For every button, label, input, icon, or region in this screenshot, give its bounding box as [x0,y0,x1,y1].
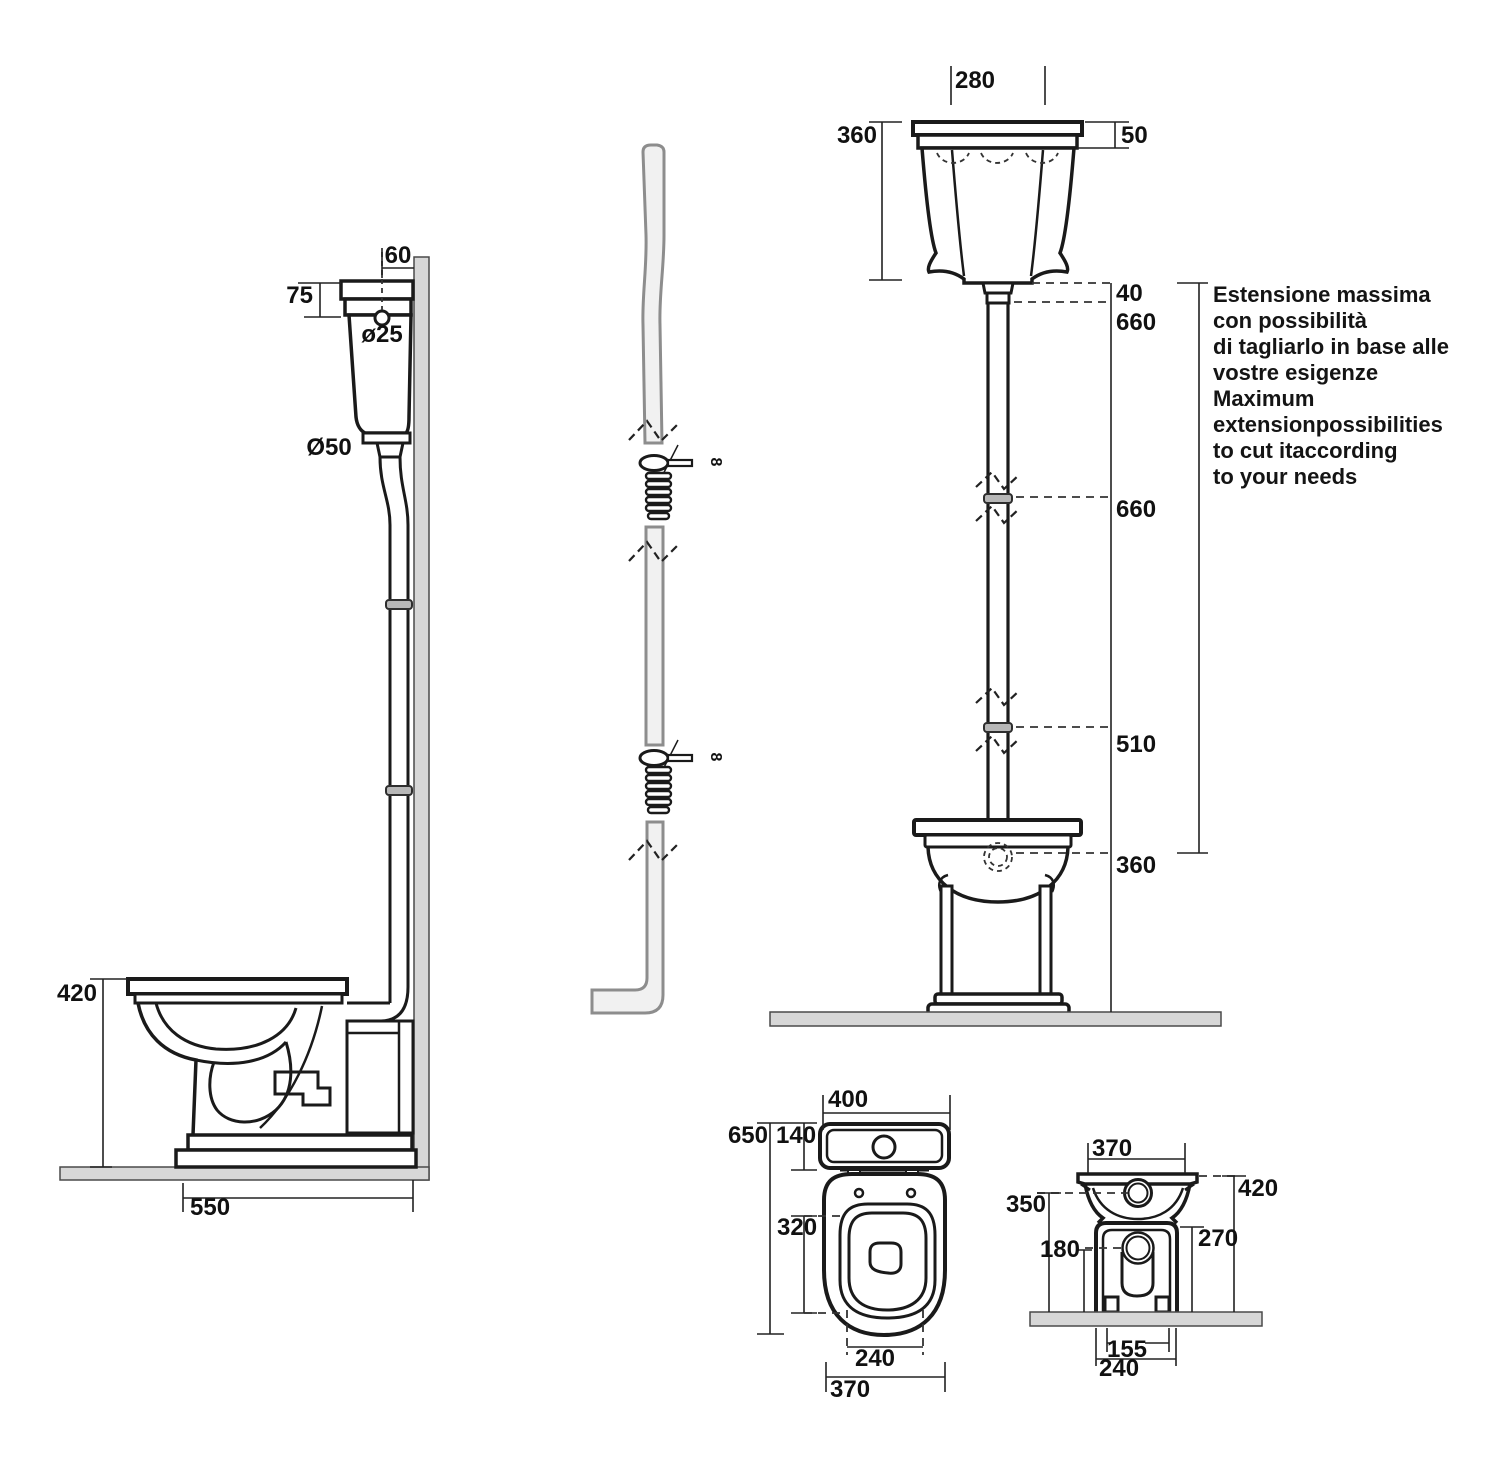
dim-label-screw-bottom: 8 [707,752,724,762]
toilet-side [128,979,416,1167]
dim-label-pipe-diameter: Ø50 [306,434,352,461]
screw-head [640,456,668,471]
cistern-front [913,122,1082,303]
note-line: Maximum [1213,386,1315,411]
barbed-fitting [646,473,671,519]
front-view [770,66,1221,1026]
dim-label-opening-depth: 320 [777,1214,818,1241]
flush-pipe-side [347,457,412,1021]
note-line: di tagliarlo in base alle [1213,334,1449,359]
dim-label-hole-diameter: ø25 [361,321,403,348]
dim-label-ext-low: 510 [1116,731,1157,758]
note-line: to cut itaccording [1213,438,1398,463]
pipe-segment-foot [592,822,663,1013]
floor-section [60,1167,429,1180]
dim-label-ext-top: 660 [1116,309,1157,336]
cistern-plan [820,1124,949,1168]
lid-button-hole [873,1136,895,1158]
pipe-coupling-band [984,494,1012,503]
dim-label-depth: 550 [190,1194,231,1221]
barbed-fitting [646,767,671,813]
fixing-foot [1105,1297,1118,1312]
dim-label-wall-offset: 60 [384,242,412,269]
dim-label-screw-top: 8 [707,457,724,467]
pipe-connector-bottom [640,740,724,813]
dim-label-total-height: 420 [1238,1175,1279,1202]
pipe-coupling-band [984,723,1012,732]
pipe-coupling-band [386,786,412,795]
screw-shaft [668,755,692,761]
dim-label-total-depth: 650 [727,1122,768,1149]
bowl-stand [928,875,1069,1015]
pipe-segment-middle [646,527,663,745]
screw-head [640,751,668,766]
dim-label-plan-tank-width: 400 [828,1086,869,1113]
dim-label-foot-width: 240 [1099,1355,1140,1382]
dim-label-ext-mid: 660 [1116,496,1157,523]
floor-section [770,1012,1221,1026]
dim-label-pedestal-height: 270 [1198,1225,1239,1252]
screw-shaft [668,460,692,466]
dim-label-seat-width: 240 [854,1345,896,1372]
toilet-front [914,820,1081,1015]
note-line: con possibilità [1213,308,1368,333]
dim-label-inlet-height: 360 [1116,852,1157,879]
wall-section [414,257,429,1180]
dim-label-tank-depth: 140 [776,1122,817,1149]
inlet-hole-hidden [989,848,1007,866]
dim-label-inlet-height: 350 [1005,1191,1046,1218]
floor-section [1030,1312,1262,1326]
dim-label-bowl-width: 370 [830,1376,871,1403]
side-view [57,242,429,1221]
pipe-connector-top [640,445,724,519]
dim-label-tank-gap: 40 [1116,280,1143,307]
hinge-hole [907,1189,915,1197]
pedestal-rear [1096,1223,1177,1313]
extension-note [1213,282,1473,490]
dim-label-lid-height: 75 [286,282,313,309]
rear-view [1006,1135,1278,1382]
cistern-side [341,252,413,457]
pipe-coupling-band [386,600,412,609]
pipe-segment-top [643,145,664,443]
dim-label-tank-width: 280 [954,67,996,94]
note-extent-bracket [1177,283,1208,853]
hinge-hole [855,1189,863,1197]
bowl-rear [1078,1174,1197,1223]
dim-label-outlet-height: 180 [1039,1236,1080,1263]
note-line: vostre esigenze [1213,360,1379,385]
dim-label-foot-inner-width: 155 [1106,1336,1148,1363]
flush-pipe-front [976,303,1020,838]
plan-view [728,1086,950,1403]
dim-label-rim-width: 370 [1092,1135,1133,1162]
dim-label-tank-height: 360 [836,122,877,149]
exploded-pipe-view [592,145,724,1013]
note-line: extensionpossibilities [1213,412,1443,437]
bowl-plan [824,1174,945,1335]
fixing-foot [1156,1297,1169,1312]
dim-label-lid-height: 50 [1121,122,1148,149]
dim-label-seat-height: 420 [56,980,97,1007]
note-line: to your needs [1213,464,1358,489]
note-line: Estensione massima [1213,282,1431,307]
